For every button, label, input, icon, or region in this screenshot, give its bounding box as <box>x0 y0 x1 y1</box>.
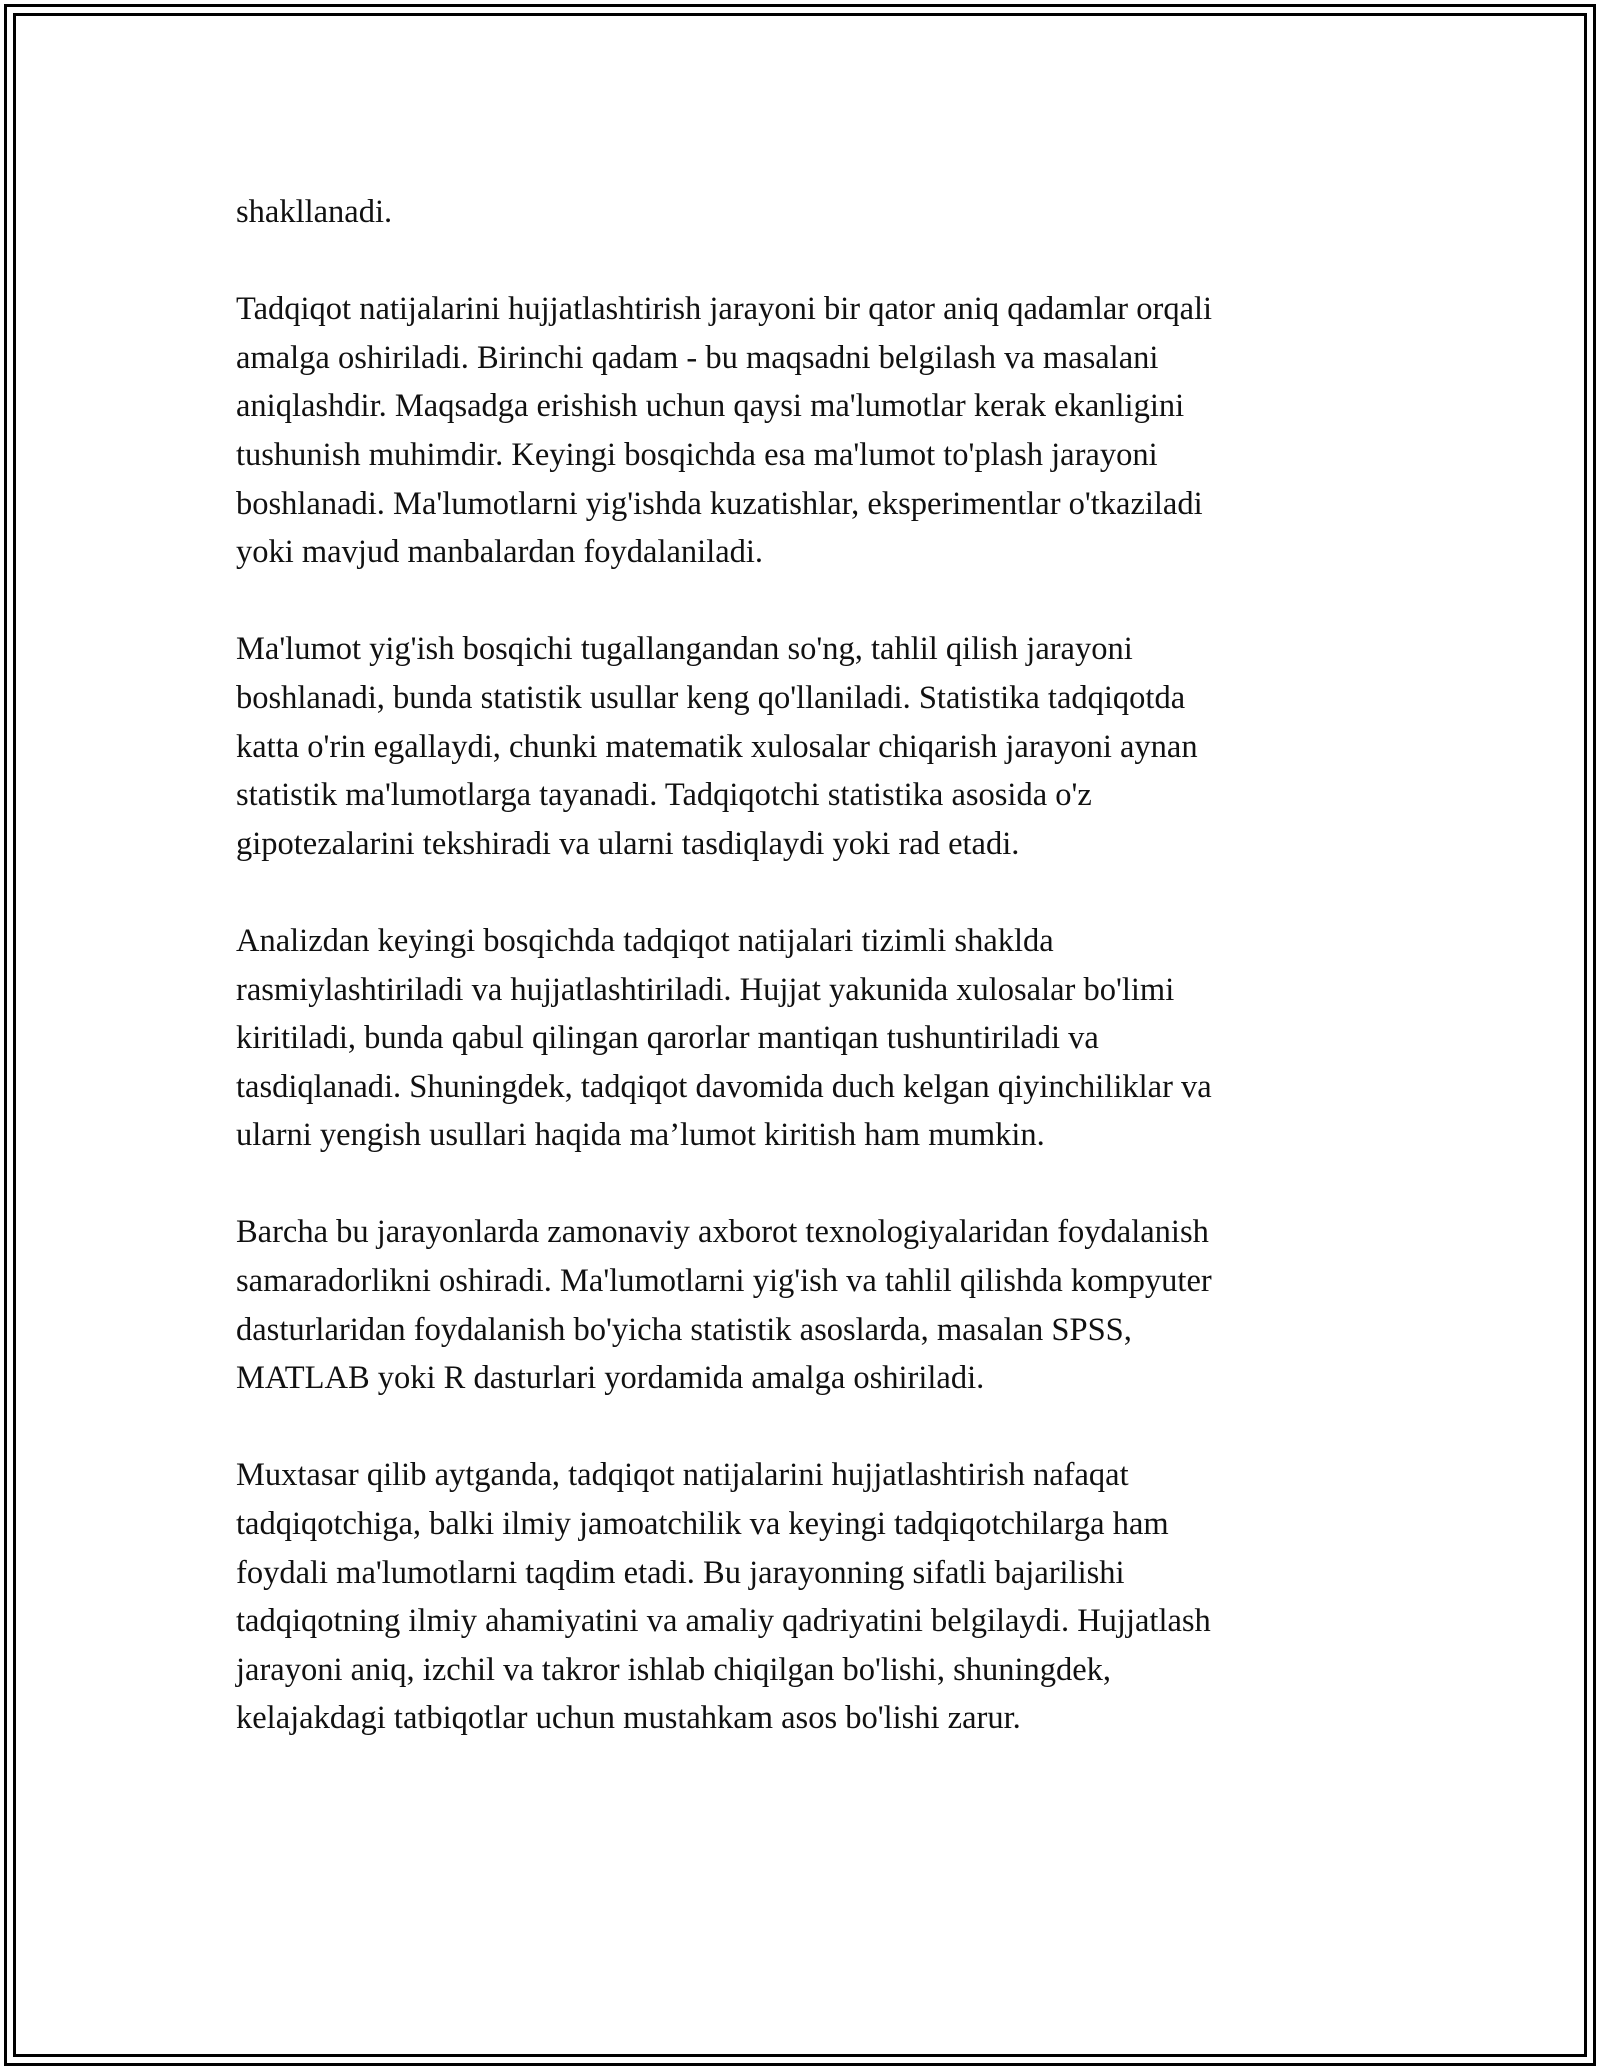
paragraph-analysis-stage: Ma'lumot yig'ish bosqichi tugallangandan so'ng, tahlil qilish jarayoni boshlanadi, bunda statistik usullar keng qo'llaniladi. Statistika tadqiqotda katta o'rin egallaydi, chunki matematik xulosalar chiqarish jarayoni aynan statistik ma'lumotlarga tayanadi. Tadqiqotchi statistika asosida o'z gipotezalarini tekshiradi va ularni tasdiqlaydi yoki rad etadi. <box>236 631 1198 862</box>
paragraph-formalization: Analizdan keyingi bosqichda tadqiqot natijalari tizimli shaklda rasmiylashtiriladi va hujjatlashtiriladi. Hujjat yakunida xulosalar bo'limi kiritiladi, bunda qabul qilingan qarorlar mantiqan tushuntiriladi va tasdiqlanadi. Shuningdek, tadqiqot davomida duch kelgan qiyinchiliklar va ularni yengish usullari haqida ma’lumot kiritish ham mumkin. <box>236 922 1212 1154</box>
paragraph-documentation-steps: Tadqiqot natijalarini hujjatlashtirish jarayoni bir qator aniq qadamlar orqali amalga oshiriladi. Birinchi qadam - bu maqsadni belgilash va masalani aniqlashdir. Maqsadga erishish uchun qaysi ma'lumotlar kerak ekanligini tushunish muhimdir. Keyingi bosqichda esa ma'lumot to'plash jarayoni boshlanadi. Ma'lumotlarni yig'ishda kuzatishlar, eksperimentlar o'tkaziladi yoki mavjud manbalardan foydalaniladi. <box>236 291 1213 571</box>
paragraph-information-technology: Barcha bu jarayonlarda zamonaviy axborot texnologiyalaridan foydalanish samaradorlikni oshiradi. Ma'lumotlarni yig'ish va tahlil qilishda kompyuter dasturlaridan foydalanish bo'yicha statistik asoslarda, masalan SPSS, MATLAB yoki R dasturlari yordamida amalga oshiriladi. <box>236 1214 1212 1397</box>
paragraph-continuation: shakllanadi. <box>236 194 393 230</box>
document-body <box>236 188 1356 1792</box>
paragraph-conclusion: Muxtasar qilib aytganda, tadqiqot natijalarini hujjatlashtirish nafaqat tadqiqotchiga, balki ilmiy jamoatchilik va keyingi tadqiqotchilarga ham foydali ma'lumotlarni taqdim etadi. Bu jarayonning sifatli bajarilishi tadqiqotning ilmiy ahamiyatini va amaliy qadriyatini belgilaydi. Hujjatlash jarayoni aniq, izchil va takror ishlab chiqilgan bo'lishi, shuningdek, kelajakdagi tatbiqotlar uchun mustahkam asos bo'lishi zarur. <box>236 1457 1211 1737</box>
